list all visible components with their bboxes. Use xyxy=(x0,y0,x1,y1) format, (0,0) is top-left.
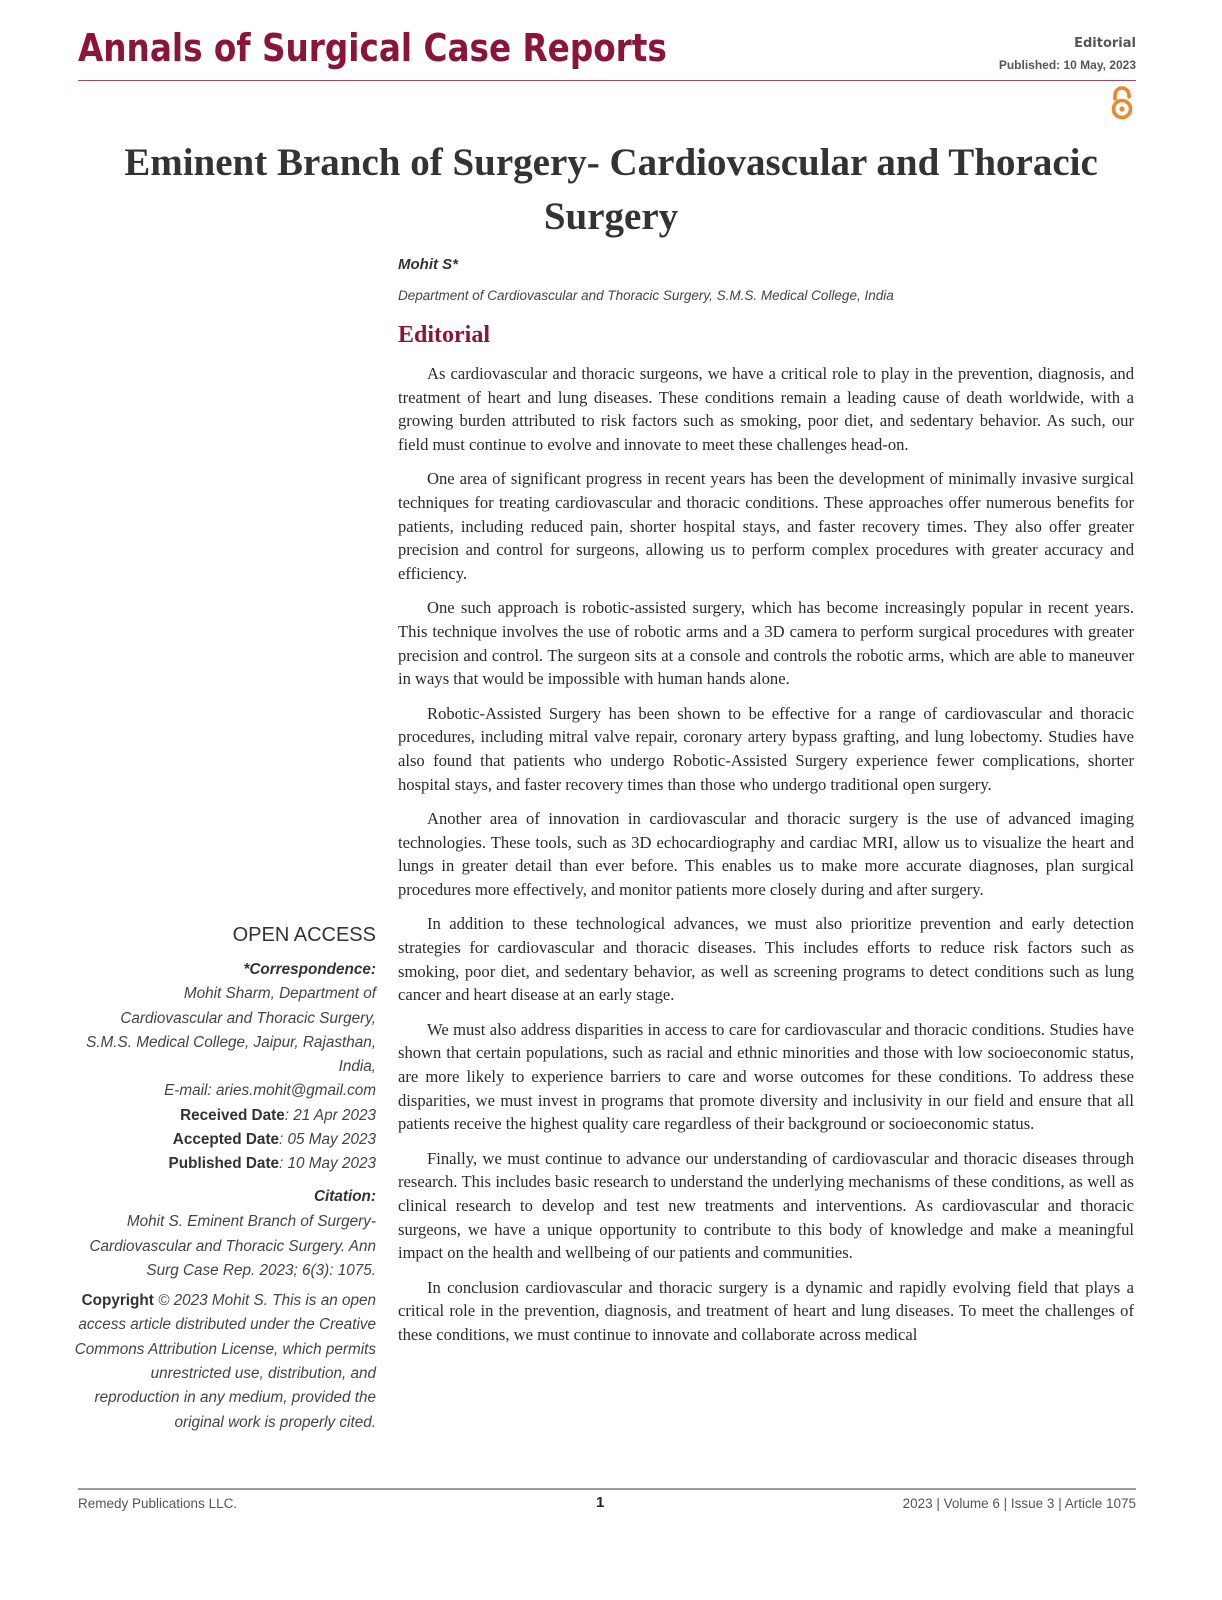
footer-publisher: Remedy Publications LLC. xyxy=(78,1496,238,1511)
article-title: Eminent Branch of Surgery- Cardiovascular and Thoracic Surgery xyxy=(124,141,1098,238)
published-date xyxy=(70,1152,376,1176)
body-paragraph: Finally, we must continue to advance our understanding of cardiovascular and thoracic diseases through research. This includes basic research to understand the underlying mechanisms of these conditions, as well as clinical research to develop and test new treatments and interventions. As cardiovascular and thoracic surgeons, we have a unique opportunity to contribute to this body of knowledge and make a meaningful impact on the health and wellbeing of our patients and communities. xyxy=(398,1148,1134,1263)
section-heading: Editorial xyxy=(398,322,491,348)
correspondence-label: *Correspondence: xyxy=(243,961,376,978)
journal-title: Annals of Surgical Case Reports xyxy=(78,26,667,70)
correspondence-text: Mohit Sharm, Department of Cardiovascular and Thoracic Surgery, S.M.S. Medical College, Jaipur, Rajasthan, India, xyxy=(86,985,376,1076)
accepted-date xyxy=(70,1128,376,1152)
body-paragraph: As cardiovascular and thoracic surgeons, we have a critical role to play in the prevention, diagnosis, and treatment of heart and lung diseases. These conditions remain a leading cause of death worldwide, with a growing burden attributed to risk factors such as smoking, poor diet, and sedentary behavior. As such, our field must continue to evolve and innovate to meet these challenges head-on. xyxy=(398,364,1134,454)
copyright-text xyxy=(70,1289,376,1435)
body-paragraph: We must also address disparities in access to care for cardiovascular and thoracic conditions. Studies have shown that certain populations, such as racial and ethnic minorities and those with low socioeconomic status, are more likely to experience barriers to care and worse outcomes for these conditions. To address these disparities, we must invest in programs that promote diversity and inclusivity in our field and ensure that all patients receive the highest quality care regardless of their background or socioeconomic status. xyxy=(398,1019,1134,1134)
body-paragraph: Another area of innovation in cardiovascular and thoracic surgery is the use of advanced imaging technologies. These tools, such as 3D echocardiography and cardiac MRI, allow us to visualize the heart and lungs in greater detail than ever before. This enables us to make more accurate diagnoses, plan surgical procedures more effectively, and monitor patients more closely during and after surgery. xyxy=(398,809,1134,899)
body-paragraph: One such approach is robotic-assisted surgery, which has become increasingly popular in recent years. This technique involves the use of robotic arms and a 3D camera to perform surgical procedures with greater precision and control. The surgeon sits at a console and controls the robotic arms, which are able to maneuver in ways that would be impossible with human hands alone. xyxy=(398,598,1134,689)
open-access-lock-icon xyxy=(1109,85,1135,121)
correspondence-block xyxy=(70,958,376,1177)
body-paragraph: One area of significant progress in recent years has been the development of minimally invasive surgical techniques for treating cardiovascular and thoracic conditions. These approaches offer numerous benefits for patients, including reduced pain, shorter hospital stays, and faster recovery times. They also offer greater precision and control for surgeons, allowing us to perform complex procedures with greater accuracy and efficiency. xyxy=(398,469,1134,583)
article-type-label: Editorial xyxy=(1074,36,1136,51)
accepted-label: Accepted Date xyxy=(172,1131,280,1149)
citation-text: Mohit S. Eminent Branch of Surgery- Cardiovascular and Thoracic Surgery. Ann Surg Case Rep. 2023; 6(3): 1075. xyxy=(89,1213,376,1279)
author-affiliation: Department of Cardiovascular and Thoracic Surgery, S.M.S. Medical College, India xyxy=(398,288,894,303)
author-name: Mohit S* xyxy=(398,256,458,273)
article-body xyxy=(398,362,1134,1474)
correspondence-email[interactable]: E-mail: aries.mohit@gmail.com xyxy=(164,1082,376,1100)
open-access-label: OPEN ACCESS xyxy=(232,924,376,946)
published-label: Published Date xyxy=(168,1155,280,1173)
published-date-header: Published: 10 May, 2023 xyxy=(998,58,1136,72)
received-date xyxy=(70,1104,376,1128)
copyright-label: Copyright xyxy=(81,1292,154,1310)
received-value: : 21 Apr 2023 xyxy=(284,1106,376,1124)
footer-issue-info: 2023 | Volume 6 | Issue 3 | Article 1075 xyxy=(902,1496,1136,1511)
body-paragraph: In addition to these technological advances, we must also prioritize prevention and early detection strategies for cardiovascular and thoracic diseases. This includes efforts to reduce risk factors such as smoking, poor diet, and sedentary behavior, as well as screening programs to detect conditions such as lung cancer and heart disease at an early stage. xyxy=(398,914,1134,1005)
citation-block xyxy=(70,1185,376,1435)
received-label: Received Date xyxy=(180,1106,285,1124)
citation-label: Citation: xyxy=(313,1188,376,1205)
page-number: 1 xyxy=(596,1494,605,1511)
copyright-body: © 2023 Mohit S. This is an open access article distributed under the Creative Commons Attribution License, which permits unrestricted use, distribution, and reproduction in any medium, provided the original work is properly cited. xyxy=(74,1292,376,1431)
body-paragraph: Robotic-Assisted Surgery has been shown to be effective for a range of cardiovascular and thoracic procedures, including mitral valve repair, coronary artery bypass grafting, and lung lobectomy. Studies have also found that patients who undergo Robotic-Assisted Surgery experience fewer complications, shorter hospital stays, and faster recovery times than those who undergo traditional open surgery. xyxy=(398,703,1134,794)
accepted-value: : 05 May 2023 xyxy=(279,1131,376,1149)
footer-divider xyxy=(78,1488,1136,1490)
header-divider xyxy=(78,80,1136,81)
body-paragraph: In conclusion cardiovascular and thoracic surgery is a dynamic and rapidly evolving field that plays a critical role in the prevention, diagnosis, and treatment of heart and lung diseases. To meet the challenges of these conditions, we must continue to innovate and collaborate across medical xyxy=(398,1277,1134,1344)
published-value: : 10 May 2023 xyxy=(279,1155,376,1173)
